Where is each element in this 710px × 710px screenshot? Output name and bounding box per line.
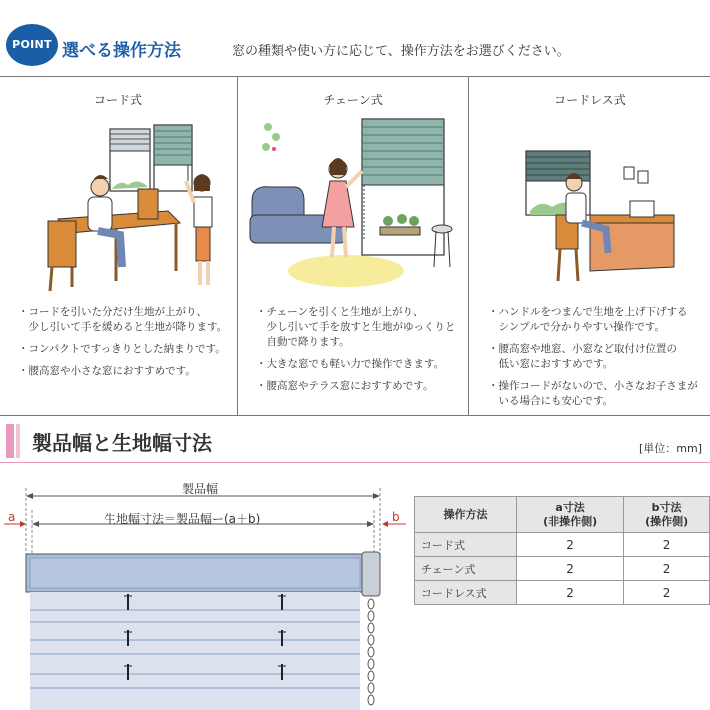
table-row [415,581,710,605]
table-row [415,557,710,581]
method-name: コード式 [93,93,142,107]
row-b-value: 2 [624,533,710,557]
table-row [415,533,710,557]
row-method: コード式 [415,533,517,557]
bullet-item: ・腰高窓やテラス窓におすすめです。 [256,380,434,392]
product-width-label: 製品幅 [182,482,219,496]
method-name: コードレス式 [554,93,626,107]
row-a-value: 2 [517,581,624,605]
header-a: a寸法 (非操作側) [517,497,624,533]
method-bullets [488,305,704,416]
row-a-value: 2 [517,557,624,581]
section-title: 製品幅と生地幅寸法 [32,431,212,455]
point-title: 選べる操作方法 [62,41,181,61]
row-a-value: 2 [517,533,624,557]
bullet-item: ・チェーンを引くと生地が上がり、 少し引いて手を放すと生地がゆっくりと 自動で降ります。 [256,306,456,348]
cord-illustration-image [8,111,230,299]
shade-diagram-image [0,470,410,710]
section-accent-bar [16,424,20,458]
chain-illustration-image [246,111,468,299]
point-description: 窓の種類や使い方に応じて、操作方法をお選びください。 [232,44,570,59]
section-divider [0,462,710,463]
unit-label: [単位：mm] [638,442,702,455]
dimension-table [414,496,710,605]
method-cord [0,77,236,415]
method-cordless [470,77,710,415]
section-accent-bar [6,424,14,458]
method-chain [237,77,469,415]
method-name: チェーン式 [323,93,383,107]
cordless-illustration-image [478,111,700,299]
row-b-value: 2 [624,581,710,605]
bullet-item: ・操作コードがないので、小さなお子さまが いる場合にも安心です。 [488,380,698,407]
bullet-item: ・大きな窓でも軽い力で操作できます。 [256,358,445,370]
operation-methods [0,76,710,416]
point-badge: POINT [6,24,58,66]
width-diagram [0,470,410,710]
bullet-item: ・腰高窓や小さな窓におすすめです。 [18,365,196,377]
row-method: コードレス式 [415,581,517,605]
row-method: チェーン式 [415,557,517,581]
header-b: b寸法 (操作側) [624,497,710,533]
bullet-item: ・腰高窓や地窓、小窓など取付け位置の 低い窓におすすめです。 [488,343,677,370]
bullet-item: ・ハンドルをつまんで生地を上げ下げする シンプルで分かりやすい操作です。 [488,306,688,333]
fabric-width-formula: 生地幅寸法＝製品幅ー(a＋b) [104,512,261,526]
bullet-item: ・コンパクトですっきりとした納まりです。 [18,343,226,355]
header-method: 操作方法 [415,497,517,533]
bullet-item: ・コードを引いた分だけ生地が上がり、 少し引いて手を緩めると生地が降ります。 [18,306,228,333]
b-label: b [392,510,400,524]
method-bullets [256,305,462,401]
a-label: a [8,510,16,524]
method-bullets [18,305,230,386]
row-b-value: 2 [624,557,710,581]
